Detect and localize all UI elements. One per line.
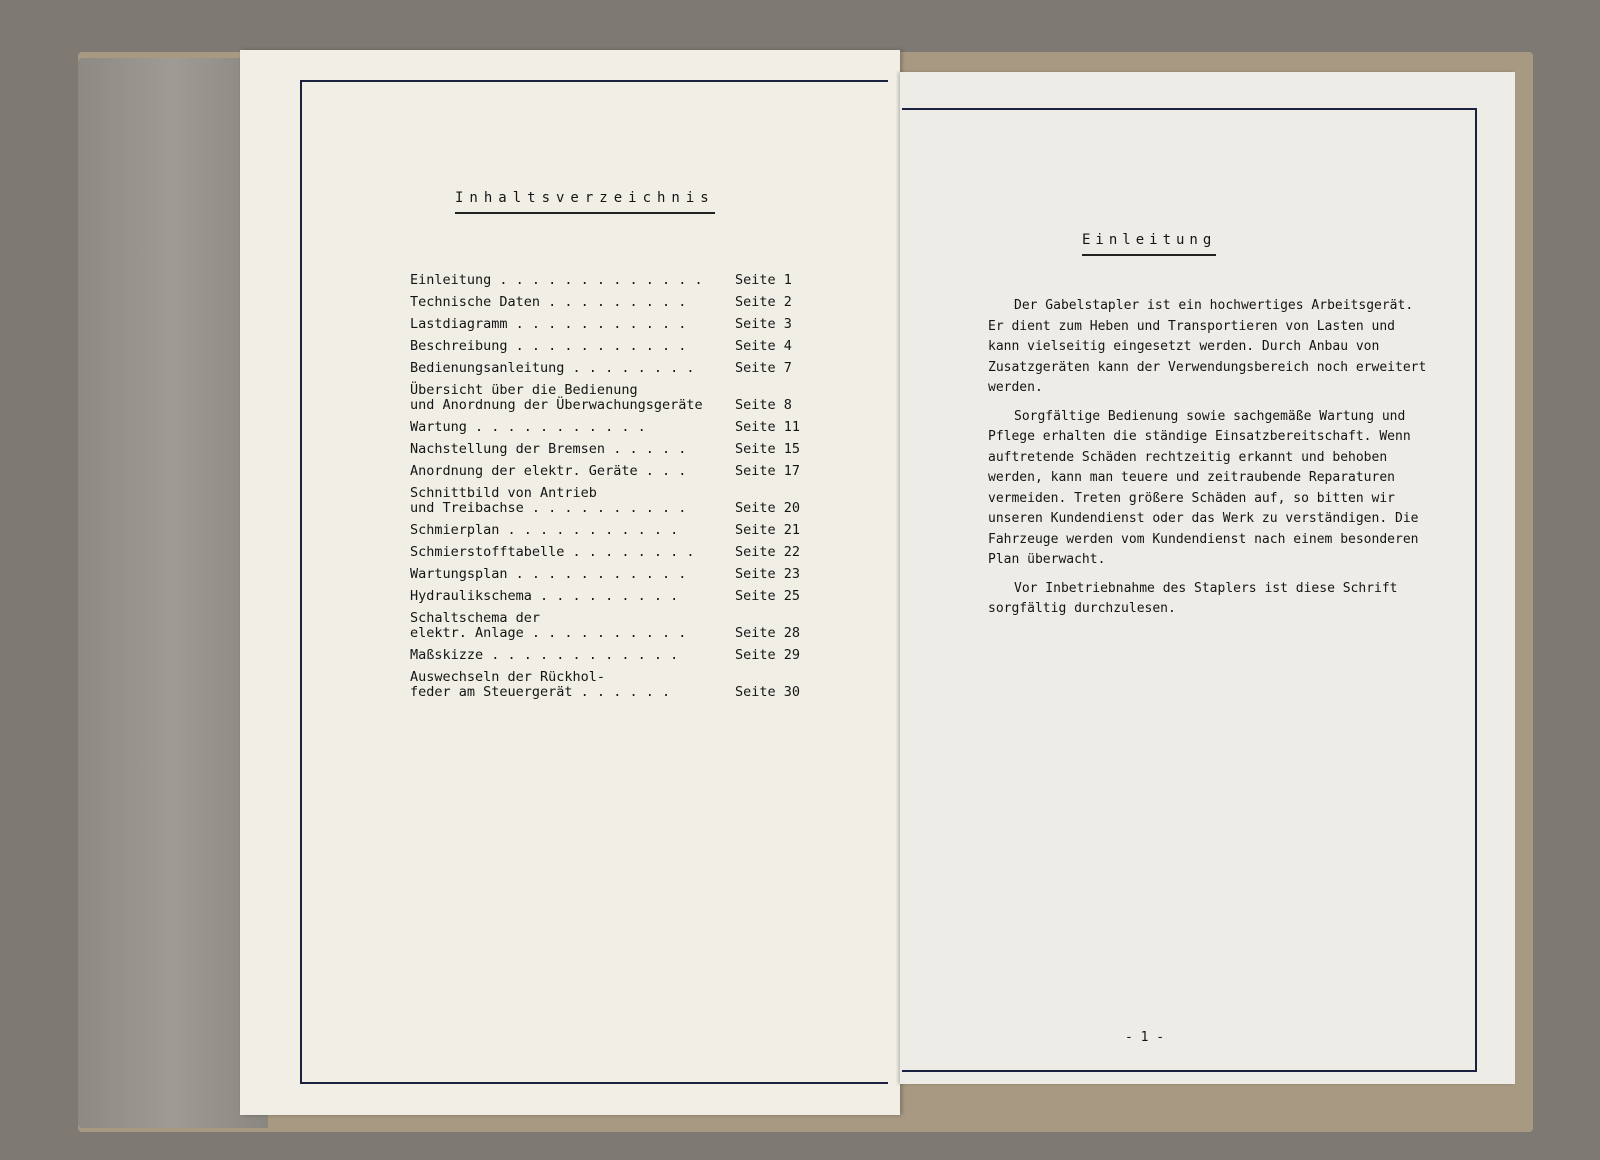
toc-entry-page: Seite 8: [735, 397, 792, 413]
toc-entry: [410, 273, 810, 288]
toc-entry-page: Seite 23: [735, 566, 801, 582]
toc-entry: [410, 339, 810, 354]
toc-entry-page: Seite 1: [735, 272, 792, 288]
toc-entry-label: Schmierstofftabelle . . . . . . . .: [410, 544, 695, 560]
toc-entry-page: Seite 15: [735, 441, 801, 457]
toc-entry-label: Schnittbild von Antrieb und Treibachse . . . . . . . . . .: [410, 485, 687, 516]
intro-paragraph: Vor Inbetriebnahme des Staplers ist diese Schrift sorgfältig durchzulesen.: [988, 580, 1398, 616]
toc-entry-label: Bedienungsanleitung . . . . . . . .: [410, 360, 695, 376]
toc-entry-label: Maßskizze . . . . . . . . . . . .: [410, 647, 679, 663]
toc-entry-label: Übersicht über die Bedienung und Anordnung der Überwachungsgeräte: [410, 382, 703, 413]
toc-entry-label: Beschreibung . . . . . . . . . . .: [410, 338, 687, 354]
toc-entry: [410, 670, 810, 700]
intro-paragraph: Sorgfältige Bedienung sowie sachgemäße Wartung und Pflege erhalten die ständige Einsatzbereitschaft. Wenn auftretende Schäden rechtzeitig erkannt und behoben werden, kann man teuere und zeitraubende Reparaturen vermeiden. Treten größere Schäden auf, so bitten wir unseren Kundendienst oder das Werk zu verständigen. Die Fahrzeuge werden vom Kundendienst nach einem besonderen Plan überwacht.: [988, 408, 1419, 567]
toc-entry-page: Seite 25: [735, 588, 801, 604]
toc-entry: [410, 317, 810, 332]
page-number: - 1 -: [1125, 1030, 1165, 1045]
toc-entry: [410, 648, 810, 663]
toc-entry-label: Auswechseln der Rückhol- feder am Steuergerät . . . . . .: [410, 669, 671, 700]
toc-title: Inhaltsverzeichnis: [455, 190, 715, 214]
toc-entry: [410, 361, 810, 376]
toc-entry-page: Seite 7: [735, 360, 792, 376]
toc-entry-label: Schaltschema der elektr. Anlage . . . . . . . . . .: [410, 610, 687, 641]
toc-entry-label: Wartung . . . . . . . . . . .: [410, 419, 646, 435]
toc-entry-page: Seite 30: [735, 684, 801, 700]
intro-paragraph: Der Gabelstapler ist ein hochwertiges Arbeitsgerät. Er dient zum Heben und Transportieren von Lasten und kann vielseitig eingesetzt werden. Durch Anbau von Zusatzgeräten kann der Verwendungsbereich noch erweitert werden.: [988, 298, 1427, 395]
toc-entry-page: Seite 20: [735, 500, 801, 516]
toc-entry: [410, 589, 810, 604]
intro-title: Einleitung: [1082, 232, 1216, 256]
toc-entry-page: Seite 29: [735, 647, 801, 663]
toc-entry: [410, 295, 810, 310]
right-page: [900, 72, 1515, 1084]
toc-entry: [410, 545, 810, 560]
table-of-contents: [410, 273, 810, 707]
toc-entry: [410, 567, 810, 582]
toc-entry-label: Wartungsplan . . . . . . . . . . .: [410, 566, 687, 582]
toc-entry-page: Seite 11: [735, 419, 801, 435]
intro-body: [988, 296, 1428, 628]
toc-entry-page: Seite 17: [735, 463, 801, 479]
toc-entry-label: Nachstellung der Bremsen . . . . .: [410, 441, 687, 457]
toc-entry-page: Seite 2: [735, 294, 792, 310]
toc-entry-label: Lastdiagramm . . . . . . . . . . .: [410, 316, 687, 332]
toc-entry-label: Schmierplan . . . . . . . . . . .: [410, 522, 679, 538]
toc-entry: [410, 420, 810, 435]
toc-entry-label: Technische Daten . . . . . . . . .: [410, 294, 687, 310]
toc-entry-page: Seite 3: [735, 316, 792, 332]
toc-entry-label: Einleitung . . . . . . . . . . . . .: [410, 272, 703, 288]
toc-entry: [410, 383, 810, 413]
toc-entry: [410, 486, 810, 516]
toc-entry-label: Anordnung der elektr. Geräte . . .: [410, 463, 687, 479]
toc-entry-page: Seite 22: [735, 544, 801, 560]
toc-entry-page: Seite 4: [735, 338, 792, 354]
toc-entry: [410, 523, 810, 538]
toc-entry-label: Hydraulikschema . . . . . . . . .: [410, 588, 679, 604]
toc-entry: [410, 611, 810, 641]
toc-entry: [410, 464, 810, 479]
toc-entry-page: Seite 21: [735, 522, 801, 538]
toc-entry-page: Seite 28: [735, 625, 801, 641]
left-page: [240, 50, 900, 1115]
toc-entry: [410, 442, 810, 457]
